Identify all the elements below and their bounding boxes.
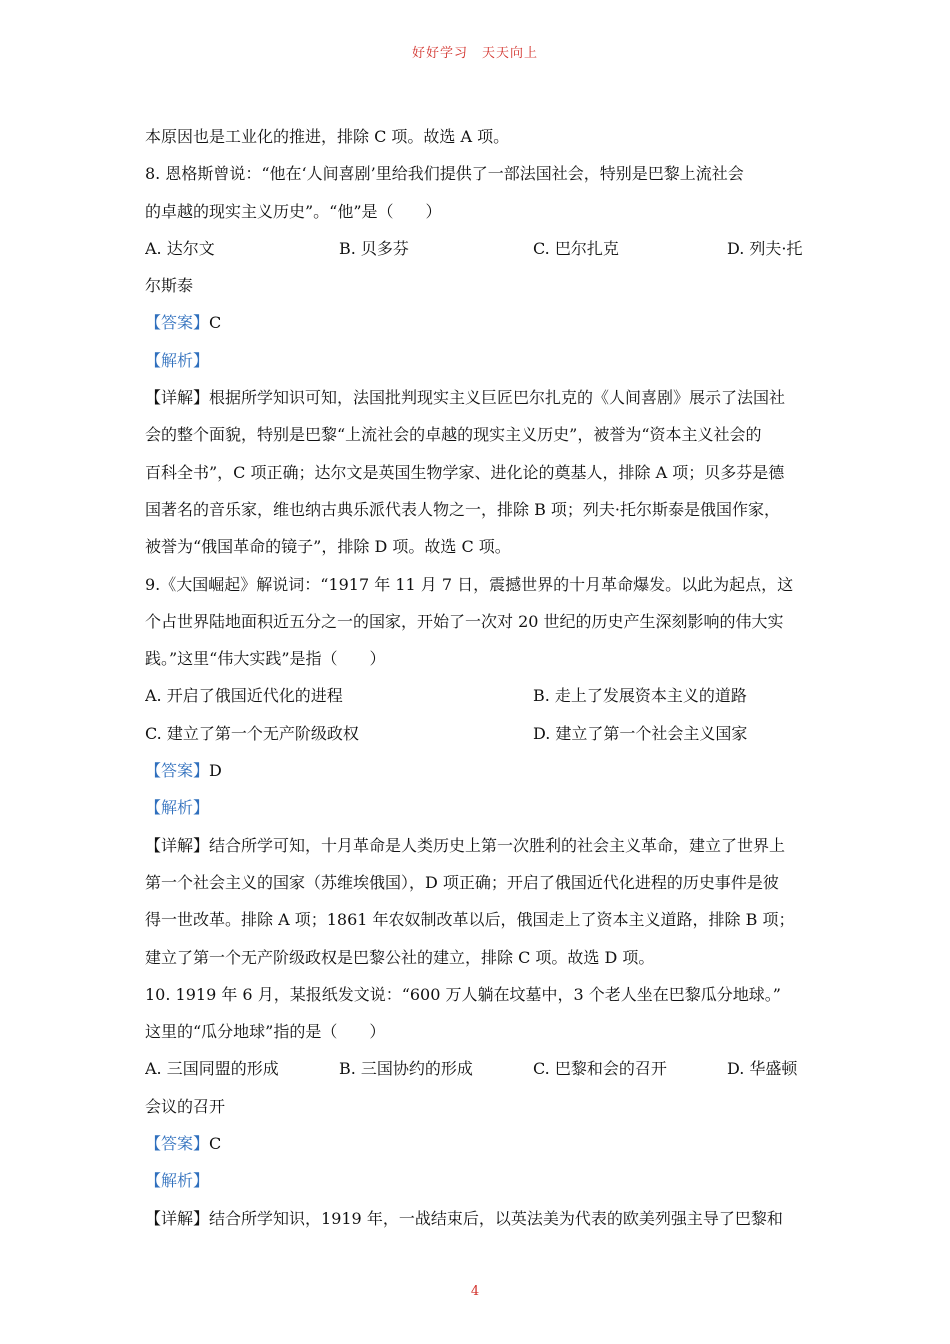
- q8-option-c: C. 巴尔扎克: [533, 238, 619, 258]
- q10-options: [145, 1050, 815, 1087]
- q8-analysis-tag: 【解析】: [145, 350, 210, 370]
- q10-detail-line-1: [145, 1200, 815, 1237]
- q8-analysis: [145, 342, 815, 379]
- q10-detail-tag: 【详解】: [145, 1208, 210, 1228]
- q9-detail-line-4: 建立了第一个无产阶级政权是巴黎公社的建立，排除 C 项。故选 D 项。: [145, 947, 655, 967]
- q9-option-a: A. 开启了俄国近代化的进程: [145, 686, 343, 706]
- q9-option-c: C. 建立了第一个无产阶级政权: [145, 723, 359, 743]
- q9-analysis-tag: 【解析】: [145, 798, 210, 818]
- q10-stem-line-2: 这里的“瓜分地球”指的是（ ）: [145, 1022, 386, 1042]
- q10-option-d: D. 华盛顿: [727, 1059, 798, 1079]
- q8-detail-line-4: 国著名的音乐家，维也纳古典乐派代表人物之一，排除 B 项；列夫·托尔斯泰是俄国作家，: [145, 499, 781, 519]
- q8-detail-tag: 【详解】: [145, 388, 210, 408]
- q10-answer-tag: 【答案】: [145, 1134, 210, 1154]
- q8-option-b: B. 贝多芬: [339, 238, 409, 258]
- header-motto-left: 好好学习: [411, 46, 468, 61]
- q9-stem-line-2: 个占世界陆地面积近五分之一的国家，开始了一次对 20 世纪的历史产生深刻影响的伟大实: [145, 611, 784, 631]
- q10-stem-line-1: 10. 1919 年 6 月，某报纸发文说：“600 万人躺在坟墓中，3 个老人坐在巴黎瓜分地球。”: [145, 984, 781, 1004]
- q9-option-b: B. 走上了发展资本主义的道路: [533, 686, 747, 706]
- q9-analysis: [145, 789, 815, 826]
- q8-answer-value: C: [209, 313, 222, 333]
- q9-stem-line-1: 9.《大国崛起》解说词：“1917 年 11 月 7 日，震撼世界的十月革命爆发。以此为起点，这: [145, 574, 794, 594]
- q10-option-a: A. 三国同盟的形成: [145, 1059, 279, 1079]
- q9-detail-line-3: 得一世改革。排除 A 项；1861 年农奴制改革以后，俄国走上了资本主义道路，排除 B 项；: [145, 910, 795, 930]
- q9-options-row-2: [145, 715, 815, 752]
- q9-options-row-1: [145, 677, 815, 714]
- q10-option-d-continued: 会议的召开: [145, 1096, 226, 1116]
- q10-option-b: B. 三国协约的形成: [339, 1059, 473, 1079]
- q8-option-d: D. 列夫·托: [727, 238, 803, 258]
- q9-detail-text-1: 结合所学可知，十月革命是人类历史上第一次胜利的社会主义革命，建立了世界上: [209, 835, 786, 855]
- q9-answer: [145, 752, 815, 789]
- q8-option-d-continued: 尔斯泰: [145, 276, 194, 296]
- q9-option-d: D. 建立了第一个社会主义国家: [533, 723, 748, 743]
- q10-answer-value: C: [209, 1134, 222, 1154]
- q8-detail-text-1: 根据所学知识可知，法国批判现实主义巨匠巴尔扎克的《人间喜剧》展示了法国社: [209, 388, 786, 408]
- q10-detail-text-1: 结合所学知识，1919 年，一战结束后，以英法美为代表的欧美列强主导了巴黎和: [209, 1208, 783, 1228]
- q8-detail-line-5: 被誉为“俄国革命的镜子”，排除 D 项。故选 C 项。: [145, 537, 511, 557]
- page-header: [0, 42, 950, 61]
- q9-detail-line-2: 第一个社会主义的国家（苏维埃俄国），D 项正确；开启了俄国近代化进程的历史事件是彼: [145, 872, 779, 892]
- page-number: 4: [470, 1284, 480, 1299]
- q8-stem-line-1: 8. 恩格斯曾说：“他在‘人间喜剧’里给我们提供了一部法国社会，特别是巴黎上流社会: [145, 164, 744, 184]
- intro-line: 本原因也是工业化的推进，排除 C 项。故选 A 项。: [145, 127, 510, 146]
- q10-option-c: C. 巴黎和会的召开: [533, 1059, 667, 1079]
- q9-answer-value: D: [209, 761, 222, 781]
- q8-detail-line-1: [145, 379, 815, 416]
- q9-detail-line-1: [145, 827, 815, 864]
- q9-answer-tag: 【答案】: [145, 761, 210, 781]
- q8-stem-line-2: 的卓越的现实主义历史”。“他”是（ ）: [145, 201, 442, 221]
- header-motto-right: 天天向上: [482, 46, 539, 61]
- q9-detail-tag: 【详解】: [145, 835, 210, 855]
- q8-option-a: A. 达尔文: [145, 238, 215, 258]
- q9-stem-line-3: 践。”这里“伟大实践”是指（ ）: [145, 649, 386, 669]
- document-body: [145, 118, 815, 1237]
- q8-answer: [145, 304, 815, 341]
- q8-detail-line-2: 会的整个面貌，特别是巴黎“上流社会的卓越的现实主义历史”，被誉为“资本主义社会的: [145, 425, 762, 445]
- q10-answer: [145, 1125, 815, 1162]
- q8-options: [145, 230, 815, 267]
- q8-answer-tag: 【答案】: [145, 313, 210, 333]
- q8-detail-line-3: 百科全书”，C 项正确；达尔文是英国生物学家、进化论的奠基人，排除 A 项；贝多芬是德: [145, 462, 785, 482]
- q10-analysis-tag: 【解析】: [145, 1171, 210, 1191]
- q10-analysis: [145, 1162, 815, 1199]
